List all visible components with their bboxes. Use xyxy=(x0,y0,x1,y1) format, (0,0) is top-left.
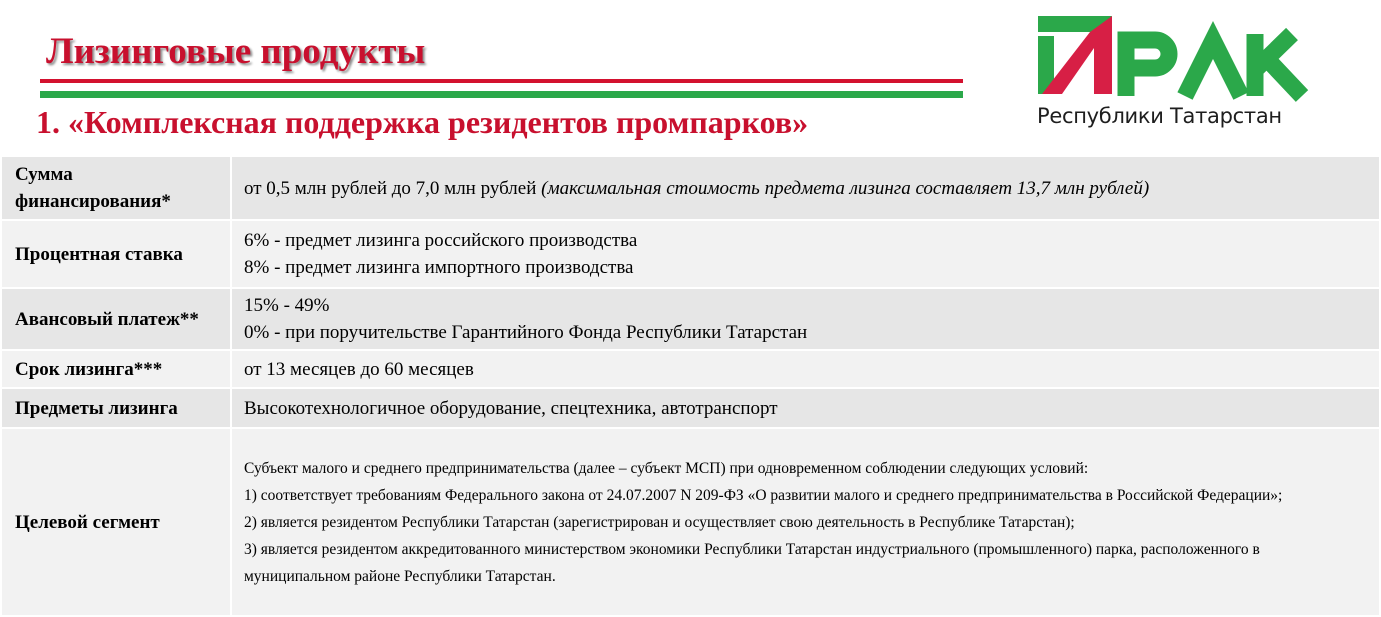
advance-guarantee: 0% - при поручительстве Гарантийного Фонда Республики Татарстан xyxy=(244,322,808,343)
row-label-interest-rate: Процентная ставка xyxy=(1,220,231,288)
row-value-subjects: Высокотехнологичное оборудование, спецтехника, автотранспорт xyxy=(231,388,1380,428)
title-underline-red xyxy=(40,79,963,83)
rate-import: 8% - предмет лизинга импортного производства xyxy=(244,257,634,278)
row-value-term: от 13 месяцев до 60 месяцев xyxy=(231,350,1380,388)
logo-letter-l xyxy=(1185,40,1241,96)
segment-condition-3: 3) является резидентом аккредитованного министерством экономики Республики Татарстан индустриального (промышленного) парка, расположенного в муниципальном районе Республики Татарстан. xyxy=(244,540,1260,585)
rate-russian: 6% - предмет лизинга российского производства xyxy=(244,230,638,251)
leasing-conditions-table xyxy=(0,155,1381,617)
row-value-financing xyxy=(231,156,1380,220)
segment-intro: Субъект малого и среднего предпринимательства (далее – субъект МСП) при одновременном соблюдении следующих условий: xyxy=(244,459,1089,477)
product-subtitle: 1. «Комплексная поддержка резидентов промпарков» xyxy=(36,104,809,140)
row-label-target-segment: Целевой сегмент xyxy=(1,428,231,616)
logo-letters xyxy=(1126,34,1302,96)
segment-condition-2: 2) является резидентом Республики Татарстан (зарегистрирован и осуществляет свою деятельность в Республике Татарстан); xyxy=(244,513,1075,531)
row-label-subjects: Предметы лизинга xyxy=(1,388,231,428)
row-value-advance-payment xyxy=(231,288,1380,350)
table-row-advance-payment xyxy=(1,288,1380,350)
advance-range: 15% - 49% xyxy=(244,295,330,316)
table-row-term xyxy=(1,350,1380,388)
table-row-target-segment xyxy=(1,428,1380,616)
row-label-term: Срок лизинга*** xyxy=(1,350,231,388)
title-underline-green xyxy=(40,91,963,98)
row-value-target-segment xyxy=(231,428,1380,616)
logo-letter-k xyxy=(1255,34,1302,96)
page-title: Лизинговые продукты xyxy=(46,31,426,72)
row-label-advance-payment: Авансовый платеж** xyxy=(1,288,231,350)
logo-caption: Республики Татарстан xyxy=(1037,104,1282,128)
financing-note: (максимальная стоимость предмета лизинга составляет 13,7 млн рублей) xyxy=(541,177,1150,199)
segment-condition-1: 1) соответствует требованиям Федерального закона от 24.07.2007 N 209-ФЗ «О развитии малого и среднего предпринимательства в Российской Федерации»; xyxy=(244,486,1283,504)
logo-letter-r xyxy=(1126,40,1169,96)
table-row-interest-rate xyxy=(1,220,1380,288)
financing-range: от 0,5 млн рублей до 7,0 млн рублей xyxy=(244,177,537,199)
table-row-subjects xyxy=(1,388,1380,428)
table-row-financing xyxy=(1,156,1380,220)
row-label-financing: Сумма финансирования* xyxy=(1,156,231,220)
row-value-interest-rate xyxy=(231,220,1380,288)
